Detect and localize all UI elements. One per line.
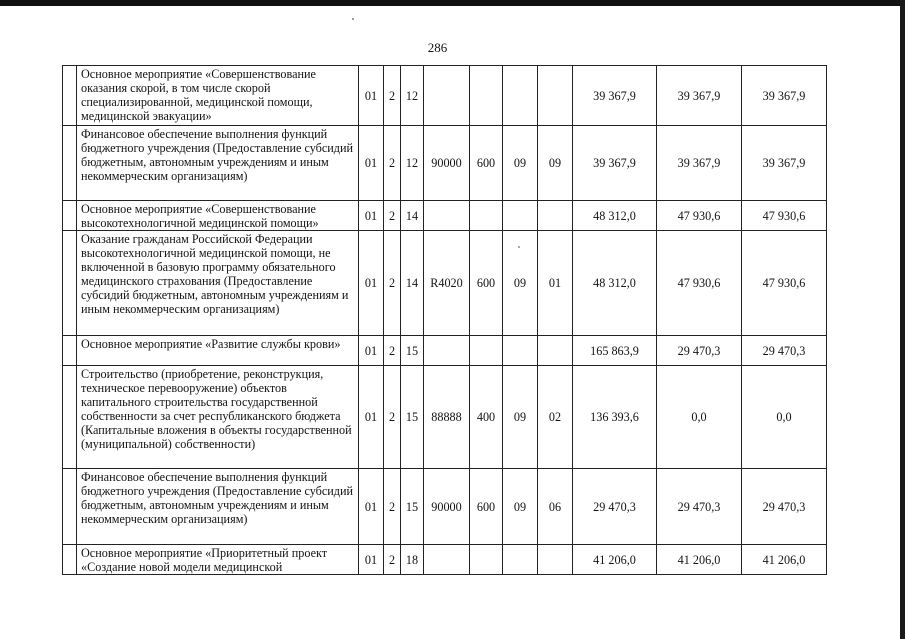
code-measure-cell: 15 [401,366,424,469]
amount-year3-cell: 29 470,3 [742,336,827,366]
amount-year1-cell: 48 312,0 [573,231,657,336]
code-subprogram-cell: 2 [384,469,401,545]
table-row [63,201,827,231]
table-body [63,66,827,575]
amount-year3-cell: 29 470,3 [742,469,827,545]
code-subprogram-cell: 2 [384,336,401,366]
code-subprogram-cell: 2 [384,231,401,336]
scan-top-border [0,0,905,6]
amount-year2-cell: 47 930,6 [657,201,742,231]
code-expense-type-cell: 600 [470,231,503,336]
code-subprogram-cell: 2 [384,545,401,575]
code-measure-cell: 12 [401,66,424,126]
code-measure-cell: 12 [401,126,424,201]
table-row [63,231,827,336]
row-name-cell: Оказание гражданам Российской Федерации высокотехнологичной медицинской помощи, не включенной в базовую программу обязательного медицинского страхования (Предоставление субсидий бюджетным, автономным учреждениям и иным некоммерческим организациям) [77,231,359,336]
row-name-cell: Основное мероприятие «Совершенствование оказания скорой, в том числе скорой специализированной, медицинской помощи, медицинской эвакуации» [77,66,359,126]
code-subprogram-cell: 2 [384,366,401,469]
code-program-cell: 01 [359,231,384,336]
code-direction-cell: 90000 [424,126,470,201]
row-name-cell: Финансовое обеспечение выполнения функций бюджетного учреждения (Предоставление субсидий бюджетным, автономным учреждениям и иным некоммерческим организациям) [77,469,359,545]
row-index-cell [63,366,77,469]
code-section-cell [503,545,538,575]
code-expense-type-cell [470,336,503,366]
code-subsection-cell: 09 [538,126,573,201]
code-section-cell: 09 [503,366,538,469]
scan-speck [352,18,354,20]
code-subprogram-cell: 2 [384,126,401,201]
code-measure-cell: 18 [401,545,424,575]
code-section-cell: 09 [503,469,538,545]
amount-year3-cell: 41 206,0 [742,545,827,575]
code-measure-cell: 14 [401,201,424,231]
code-subsection-cell: 02 [538,366,573,469]
code-program-cell: 01 [359,469,384,545]
row-index-cell [63,469,77,545]
code-program-cell: 01 [359,126,384,201]
code-subprogram-cell: 2 [384,201,401,231]
table-row [63,126,827,201]
code-expense-type-cell: 600 [470,126,503,201]
code-direction-cell [424,336,470,366]
code-direction-cell [424,66,470,126]
amount-year2-cell: 39 367,9 [657,126,742,201]
code-subsection-cell [538,66,573,126]
code-measure-cell: 15 [401,336,424,366]
table-row [63,336,827,366]
row-index-cell [63,201,77,231]
code-expense-type-cell: 400 [470,366,503,469]
code-direction-cell: 88888 [424,366,470,469]
amount-year1-cell: 41 206,0 [573,545,657,575]
amount-year2-cell: 0,0 [657,366,742,469]
page-number: 286 [427,40,448,55]
amount-year3-cell: 0,0 [742,366,827,469]
code-expense-type-cell [470,201,503,231]
budget-table [62,65,827,575]
code-section-cell: 09 [503,231,538,336]
row-index-cell [63,336,77,366]
amount-year2-cell: 29 470,3 [657,469,742,545]
amount-year1-cell: 39 367,9 [573,66,657,126]
table-row [63,366,827,469]
amount-year2-cell: 47 930,6 [657,231,742,336]
code-subsection-cell: 06 [538,469,573,545]
code-measure-cell: 14 [401,231,424,336]
row-name-cell: Строительство (приобретение, реконструкция, техническое перевооружение) объектов капитального строительства государственной собственности за счет республиканского бюджета (Капитальные вложения в объекты государственной (муниципальной) собственности) [77,366,359,469]
code-direction-cell: 90000 [424,469,470,545]
code-measure-cell: 15 [401,469,424,545]
amount-year1-cell: 48 312,0 [573,201,657,231]
row-index-cell [63,126,77,201]
code-section-cell [503,336,538,366]
code-subsection-cell [538,201,573,231]
amount-year1-cell: 136 393,6 [573,366,657,469]
code-program-cell: 01 [359,66,384,126]
amount-year3-cell: 47 930,6 [742,201,827,231]
amount-year1-cell: 39 367,9 [573,126,657,201]
amount-year1-cell: 165 863,9 [573,336,657,366]
code-subsection-cell: 01 [538,231,573,336]
amount-year2-cell: 29 470,3 [657,336,742,366]
code-direction-cell [424,545,470,575]
code-subprogram-cell: 2 [384,66,401,126]
row-name-cell: Финансовое обеспечение выполнения функций бюджетного учреждения (Предоставление субсидий бюджетным, автономным учреждениям и иным некоммерческим организациям) [77,126,359,201]
amount-year2-cell: 41 206,0 [657,545,742,575]
table-row [63,469,827,545]
row-index-cell [63,545,77,575]
row-index-cell [63,66,77,126]
code-subsection-cell [538,336,573,366]
code-section-cell [503,201,538,231]
row-name-cell: Основное мероприятие «Развитие службы крови» [77,336,359,366]
code-program-cell: 01 [359,366,384,469]
table-row [63,66,827,126]
amount-year3-cell: 39 367,9 [742,126,827,201]
row-index-cell [63,231,77,336]
code-expense-type-cell [470,545,503,575]
amount-year3-cell: 47 930,6 [742,231,827,336]
code-expense-type-cell [470,66,503,126]
code-direction-cell [424,201,470,231]
code-program-cell: 01 [359,201,384,231]
code-program-cell: 01 [359,336,384,366]
table-row [63,545,827,575]
scan-right-border [900,0,905,639]
amount-year1-cell: 29 470,3 [573,469,657,545]
row-name-cell: Основное мероприятие «Приоритетный проект «Создание новой модели медицинской [77,545,359,575]
code-section-cell: 09 [503,126,538,201]
code-direction-cell: R4020 [424,231,470,336]
amount-year2-cell: 39 367,9 [657,66,742,126]
code-expense-type-cell: 600 [470,469,503,545]
row-name-cell: Основное мероприятие «Совершенствование высокотехнологичной медицинской помощи» [77,201,359,231]
code-section-cell [503,66,538,126]
code-program-cell: 01 [359,545,384,575]
amount-year3-cell: 39 367,9 [742,66,827,126]
code-subsection-cell [538,545,573,575]
